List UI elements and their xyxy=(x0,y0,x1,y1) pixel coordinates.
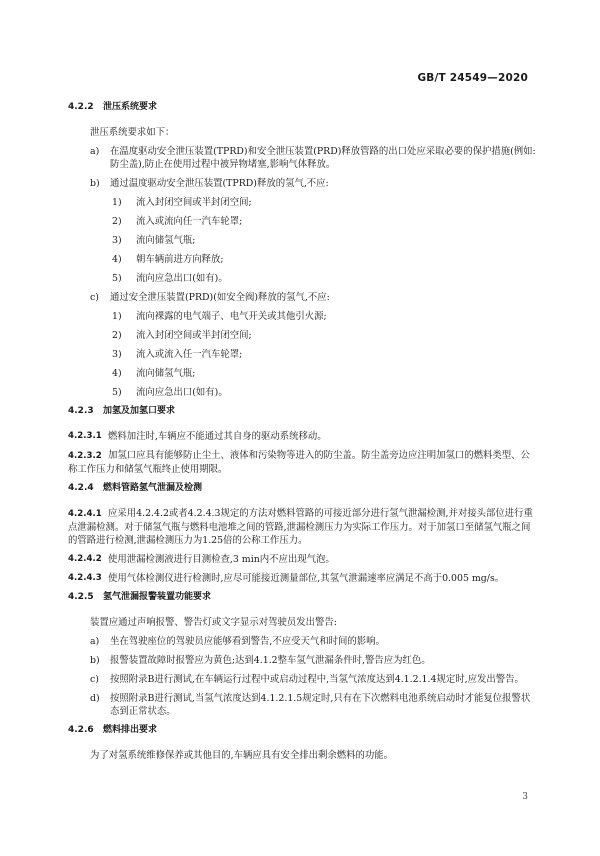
list-label: b) xyxy=(90,655,100,666)
section-number: 4.2.4 xyxy=(68,483,94,493)
sub-list-item xyxy=(68,386,536,399)
clause xyxy=(68,449,536,476)
section-heading-4-2-3 xyxy=(68,405,536,418)
section-title: 氢气泄漏报警装置功能要求 xyxy=(103,592,212,602)
list-text: 按照附录B进行测试,当氢气浓度达到4.1.2.1.5规定时,只有在下次燃料电池系统启动时才能复位报警状态到正常状态。 xyxy=(110,693,531,717)
clause-text: 加氢口应具有能够防止尘土、液体和污染物等进入的防尘盖。防尘盖旁边应注明加氢口的燃料类型、公称工作压力和储氢气瓶终止使用期限。 xyxy=(68,450,530,475)
clause-text: 应采用4.2.4.2或者4.2.4.3规定的方法对燃料管路的可接近部分进行氢气泄漏检测,并对接头部位进行重点泄漏检测。对于储氢气瓶与燃料电池堆之间的管路,泄漏检测压力为实际工作压力。对于加氢口至储氢气瓶之间的管路进行检测,泄漏检测压力为1.25倍的公称工作压力。 xyxy=(68,508,533,546)
sub-list-item xyxy=(68,310,536,323)
list-text: 报警装置故障时报警应为黄色;达到4.1.2整车氢气泄漏条件时,警告应为红色。 xyxy=(110,655,431,666)
sub-list-item xyxy=(68,272,536,285)
sub-list-label: 3) xyxy=(112,235,122,246)
paragraph: 装置应通过声响报警、警告灯或文字显示对驾驶员发出警告: xyxy=(90,617,337,628)
sub-list-text: 流入或流入任一汽车轮罩; xyxy=(136,349,243,360)
section-number: 4.2.3 xyxy=(68,406,94,416)
sub-list-label: 2) xyxy=(112,216,122,227)
sub-list-text: 流入封闭空间或半封闭空间; xyxy=(136,330,252,341)
sub-list-label: 3) xyxy=(112,349,122,360)
list-text: 按照附录B进行测试,在车辆运行过程中或启动过程中,当氢气浓度达到4.1.2.1.4规定时,应发出警告。 xyxy=(110,674,524,685)
sub-list-item xyxy=(68,234,536,247)
sub-list-text: 流向储氢气瓶; xyxy=(136,235,196,246)
sub-list-label: 1) xyxy=(112,311,122,322)
clause xyxy=(68,553,536,566)
list-item xyxy=(68,692,536,718)
list-label: a) xyxy=(90,636,100,647)
list-text: 坐在驾驶座位的驾驶员应能够看到警告,不应受天气和时间的影响。 xyxy=(110,636,385,647)
list-item xyxy=(68,291,536,304)
sub-list-item xyxy=(68,367,536,380)
list-item xyxy=(68,635,536,648)
list-label: c) xyxy=(90,292,99,303)
sub-list-item xyxy=(68,215,536,228)
clause-number: 4.2.3.1 xyxy=(68,431,102,441)
clause-number: 4.2.4.3 xyxy=(68,573,102,583)
clause xyxy=(68,507,536,547)
sub-list-text: 流入或流向任一汽车轮罩; xyxy=(136,216,243,227)
document-body xyxy=(68,96,536,768)
sub-list-item xyxy=(68,196,536,209)
section-heading-4-2-6 xyxy=(68,724,536,737)
clause xyxy=(68,572,536,585)
clause-text: 使用泄漏检测液进行目测检查,3 min内不应出现气泡。 xyxy=(108,554,335,565)
standard-code: GB/T 24549—2020 xyxy=(417,72,528,84)
section-heading-4-2-4 xyxy=(68,482,536,495)
list-item xyxy=(68,145,536,171)
sub-list-text: 流向应急出口(如有)。 xyxy=(136,387,228,398)
page-number: 3 xyxy=(522,792,528,802)
list-text: 在温度驱动安全泄压装置(TPRD)和安全泄压装置(PRD)释放管路的出口处应采取必要的保护措施(例如:防尘盖),防止在使用过程中被异物堵塞,影响气体释放。 xyxy=(110,146,536,170)
section-heading-4-2-5 xyxy=(68,591,536,604)
sub-list-text: 流入封闭空间或半封闭空间; xyxy=(136,197,252,208)
section-number: 4.2.5 xyxy=(68,592,94,602)
clause-number: 4.2.4.2 xyxy=(68,554,102,564)
list-label: c) xyxy=(90,674,99,685)
list-label: b) xyxy=(90,178,100,189)
list-label: d) xyxy=(90,693,100,704)
sub-list-text: 流向应急出口(如有)。 xyxy=(136,273,228,284)
sub-list-label: 4) xyxy=(112,368,122,379)
list-text: 通过安全泄压装置(PRD)(如安全阀)释放的氢气,不应: xyxy=(110,292,330,303)
section-number: 4.2.6 xyxy=(68,725,94,735)
sub-list-text: 朝车辆前进方向释放; xyxy=(136,254,224,265)
list-item xyxy=(68,177,536,190)
clause-number: 4.2.4.1 xyxy=(68,509,102,519)
paragraph: 泄压系统要求如下： xyxy=(90,127,175,138)
clause-text: 使用气体检测仪进行检测时,应尽可能接近测量部位,其氢气泄漏速率应满足不高于0.005 mg/s。 xyxy=(108,573,505,584)
sub-list-label: 4) xyxy=(112,254,122,265)
sub-list-label: 5) xyxy=(112,387,122,398)
list-text: 通过温度驱动安全泄压装置(TPRD)释放的氢气,不应: xyxy=(110,178,329,189)
section-title: 燃料管路氢气泄漏及检测 xyxy=(103,483,203,493)
section-title: 泄压系统要求 xyxy=(103,102,158,112)
list-item xyxy=(68,654,536,667)
sub-list-label: 5) xyxy=(112,273,122,284)
sub-list-text: 流向裸露的电气端子、电气开关或其他引火源; xyxy=(136,311,327,322)
sub-list-text: 流向储氢气瓶; xyxy=(136,368,196,379)
section-number: 4.2.2 xyxy=(68,102,94,112)
clause xyxy=(68,430,536,443)
sub-list-item xyxy=(68,329,536,342)
section-title: 加氢及加氢口要求 xyxy=(103,406,176,416)
sub-list-item xyxy=(68,348,536,361)
list-item xyxy=(68,673,536,686)
clause-number: 4.2.3.2 xyxy=(68,451,102,461)
section-heading-4-2-2 xyxy=(68,101,536,114)
sub-list-label: 2) xyxy=(112,330,122,341)
sub-list-label: 1) xyxy=(112,197,122,208)
section-title: 燃料排出要求 xyxy=(103,725,158,735)
clause-text: 燃料加注时,车辆应不能通过其自身的驱动系统移动。 xyxy=(108,431,327,442)
paragraph: 为了对氢系统维修保养或其他目的,车辆应具有安全排出剩余燃料的功能。 xyxy=(90,750,393,761)
sub-list-item xyxy=(68,253,536,266)
list-label: a) xyxy=(90,146,100,157)
